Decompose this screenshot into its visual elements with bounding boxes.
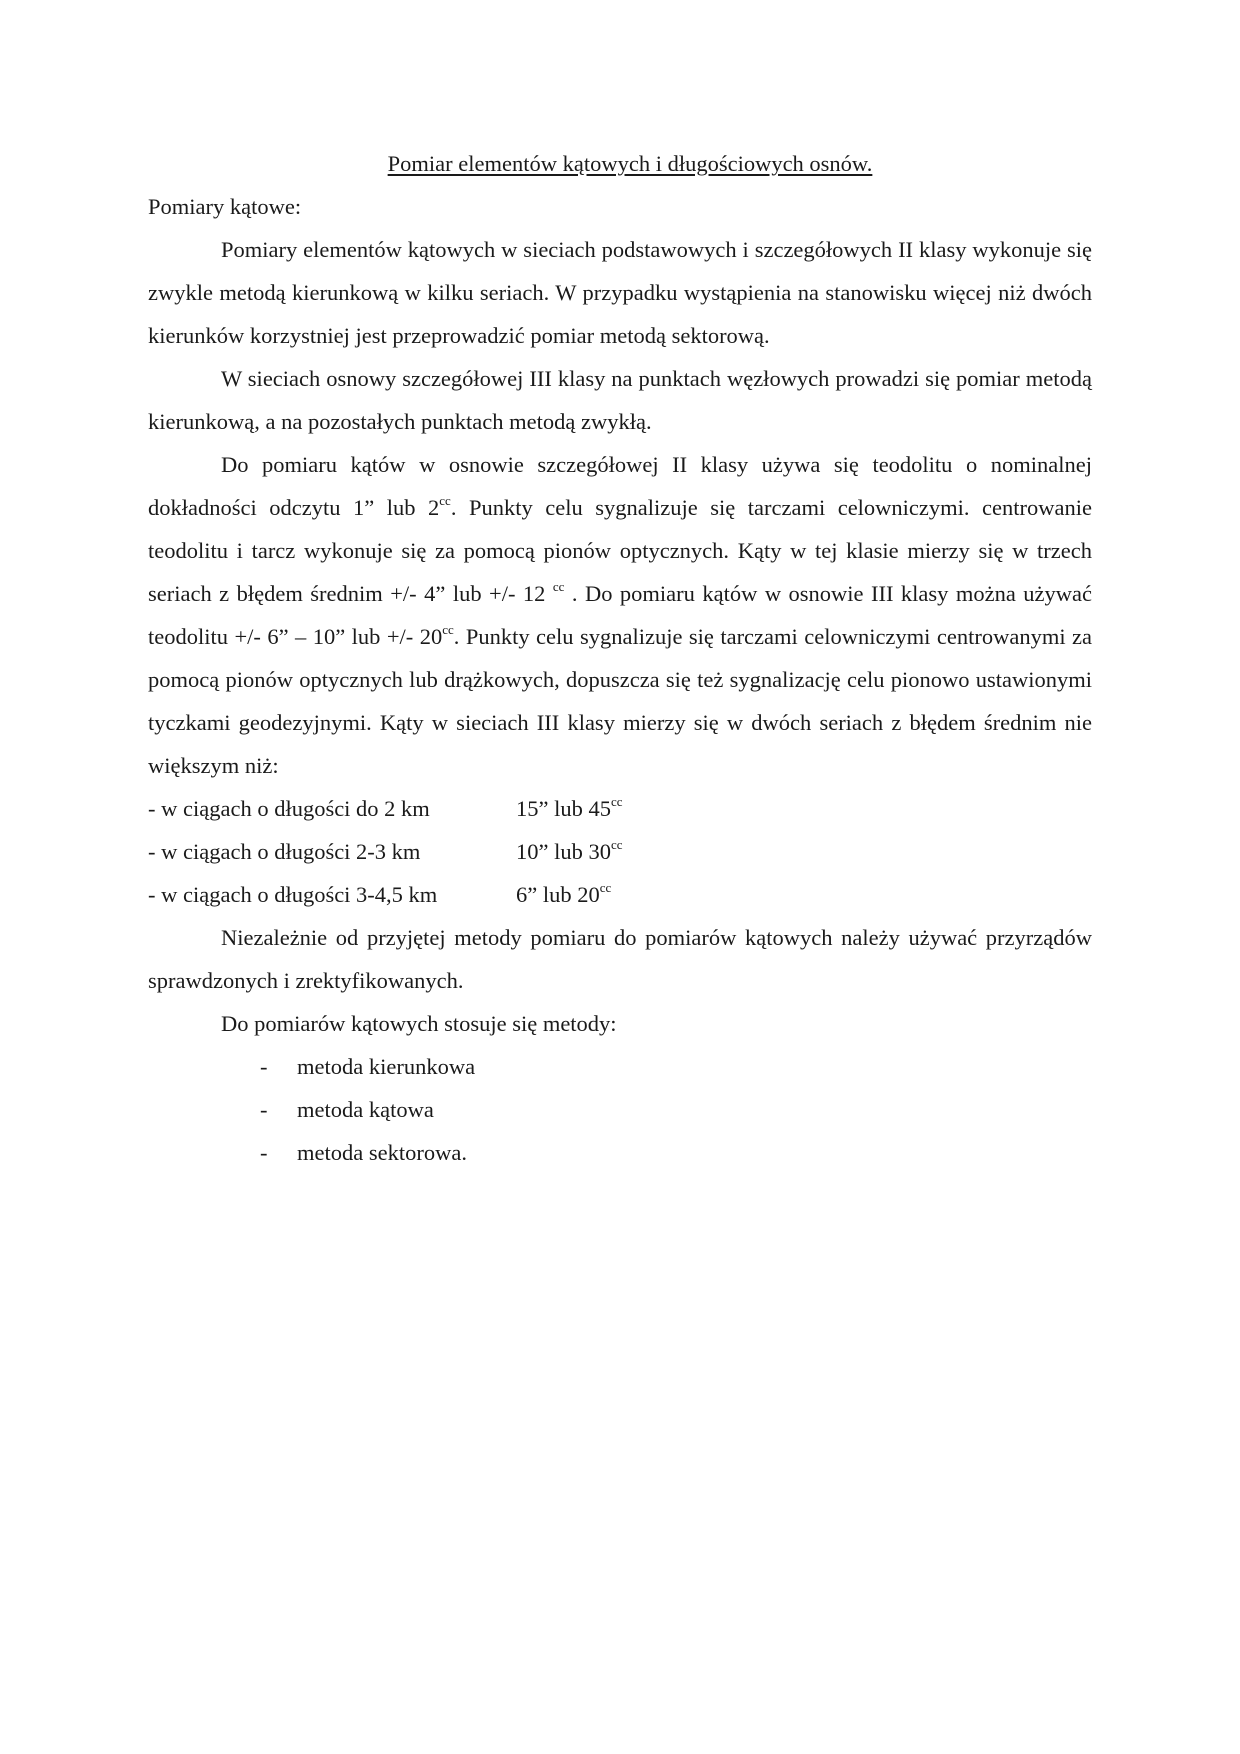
section-heading: Pomiary kątowe: (148, 194, 302, 219)
method-label: metoda kierunkowa (297, 1054, 476, 1079)
list-dash: - (260, 1097, 268, 1122)
document-page (148, 142, 1092, 1174)
paragraph-instruments: Niezależnie od przyjętej metody pomiaru do pomiarów kątowych należy używać przyrządów sprawdzonych i zrektyfikowanych. (148, 925, 1092, 993)
document-title: Pomiar elementów kątowych i długościowych osnów. (387, 151, 873, 176)
method-item (148, 1045, 1092, 1088)
superscript-cc: cc (599, 880, 612, 895)
text-run: Do pomiaru kątów w osnowie szczegółowej II klasy używa się teodolitu o nominalnej dokładności odczytu 1” lub 2 (148, 452, 1092, 520)
tolerance-value-text: 15” lub 45 (516, 796, 611, 821)
list-dash: - (260, 1140, 268, 1165)
tolerance-value-text: 6” lub 20 (516, 882, 600, 907)
tolerance-label: - w ciągach o długości 3-4,5 km (148, 882, 438, 907)
tolerance-label: - w ciągach o długości 2-3 km (148, 839, 421, 864)
superscript-cc: cc (552, 579, 565, 594)
method-label: metoda sektorowa. (297, 1140, 467, 1165)
method-list (148, 1045, 1092, 1174)
text-run: . Punkty celu sygnalizuje się tarczami celowniczymi. centrowanie teodolitu i tarcz wykonuje się za pomocą pionów optycznych. Kąty w tej klasie mierzy się w trzech seriach z błędem średnim +/- 4” lub +/- 12 (148, 495, 1092, 606)
paragraph-class-iii-nodes: W sieciach osnowy szczegółowej III klasy na punktach węzłowych prowadzi się pomiar metodą kierunkową, a na pozostałych punktach metodą zwykłą. (148, 366, 1092, 434)
superscript-cc: cc (611, 794, 623, 809)
method-item (148, 1131, 1092, 1174)
list-dash: - (260, 1054, 268, 1079)
tolerance-item (148, 873, 1092, 916)
tolerance-value-text: 10” lub 30 (516, 839, 611, 864)
tolerance-label: - w ciągach o długości do 2 km (148, 796, 430, 821)
paragraph-directional-method: Pomiary elementów kątowych w sieciach podstawowych i szczegółowych II klasy wykonuje się zwykle metodą kierunkową w kilku seriach. W przypadku wystąpienia na stanowisku więcej niż dwóch kierunków korzystniej jest przeprowadzić pomiar metodą sektorową. (148, 237, 1092, 348)
paragraph-theodolite-accuracy (148, 443, 1092, 787)
paragraph-methods-intro: Do pomiarów kątowych stosuje się metody: (221, 1011, 617, 1036)
tolerance-item (148, 787, 1092, 830)
tolerance-list (148, 787, 1092, 916)
tolerance-item (148, 830, 1092, 873)
tolerance-value (516, 873, 611, 916)
text-run: . Do pomiaru kątów w osnowie III klasy można używać teodolitu +/- 6” – 10” lub +/- 20 (148, 581, 1092, 649)
tolerance-value (516, 830, 623, 873)
text-run: . Punkty celu sygnalizuje się tarczami celowniczymi centrowanymi za pomocą pionów optycznych lub drążkowych, dopuszcza się też sygnalizację celu pionowo ustawionymi tyczkami geodezyjnymi. Kąty w sieciach III klasy mierzy się w dwóch seriach z błędem średnim nie większym niż: (148, 624, 1092, 778)
method-item (148, 1088, 1092, 1131)
superscript-cc: cc (442, 622, 454, 637)
tolerance-value (516, 787, 623, 830)
superscript-cc: cc (611, 837, 623, 852)
method-label: metoda kątowa (297, 1097, 434, 1122)
superscript-cc: cc (439, 493, 451, 508)
